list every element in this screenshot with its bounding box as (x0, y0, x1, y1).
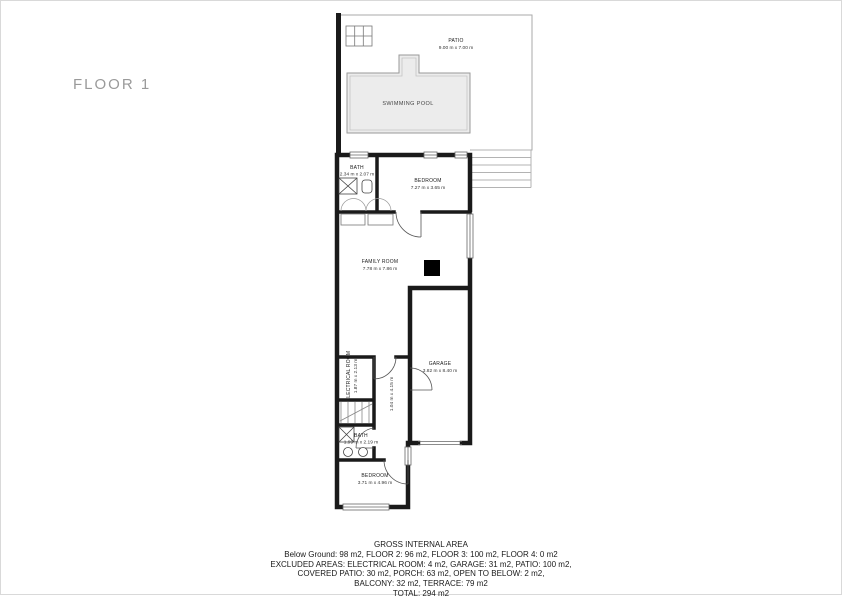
interior-walls (337, 155, 470, 460)
summary-line: TOTAL: 294 m2 (392, 588, 450, 598)
garage-door (418, 442, 462, 445)
hall-dims: 1.04 m x 4.15 m (390, 376, 395, 412)
bath-top-dims: 2.34 m x 2.07 m (339, 172, 375, 178)
electrical-room-label: ELECTRICAL ROOM (346, 350, 352, 402)
patio-dims: 9.00 m x 7.00 m (438, 46, 474, 51)
exterior-walls (337, 155, 470, 507)
summary-line: Below Ground: 98 m2, FLOOR 2: 96 m2, FLOOR 3: 100 m2, FLOOR 4: 0 m2 (284, 549, 558, 559)
sink-1 (344, 448, 353, 457)
door-entry-family-room (396, 212, 421, 237)
patio-area (337, 13, 532, 188)
patio-label: PATIO (448, 38, 464, 44)
window-top-2 (424, 152, 437, 158)
interior-stairs (340, 402, 372, 423)
bedroom-bottom-dims: 3.71 m x 4.96 m (357, 481, 393, 486)
summary-line: BALCONY: 32 m2, TERRACE: 79 m2 (354, 579, 488, 589)
exterior-stairs (471, 150, 531, 188)
summary-line: EXCLUDED AREAS: ELECTRICAL ROOM: 4 m2, GARAGE: 31 m2, PATIO: 100 m2, (270, 559, 572, 569)
summary-line: COVERED PATIO: 30 m2, PORCH: 63 m2, OPEN TO BELOW: 2 m2, (297, 569, 545, 579)
electrical-room-dims: 1.87 m x 2.13 m (354, 358, 359, 394)
swimming-pool-shape (347, 55, 470, 133)
cabinet-2 (368, 214, 393, 225)
bedroom-top-dims: 7.27 m x 3.65 m (410, 186, 446, 191)
window-right-family (467, 214, 473, 258)
window-top-1 (350, 152, 368, 158)
bath-bottom-dims: 1.99 m x 2.19 m (343, 440, 379, 446)
sink-2 (359, 448, 368, 457)
toilet-top (362, 180, 372, 193)
hall-labels (389, 377, 395, 411)
pool-grate-icon (346, 26, 372, 46)
garage-label: GARAGE (428, 361, 452, 367)
bedroom-bottom-label: BEDROOM (361, 473, 389, 479)
garage-dims: 3.82 m x 8.40 m (422, 369, 458, 374)
door-hall-entry (374, 357, 396, 379)
swimming-pool-label: SWIMMING POOL (382, 101, 434, 107)
closet-doors (341, 198, 391, 211)
house-walls (337, 155, 470, 507)
area-summary (0, 540, 842, 599)
bath-bottom-label: BATH (354, 433, 368, 439)
bath-top-label: BATH (350, 165, 364, 171)
fixtures (339, 178, 440, 457)
family-room-dims: 7.78 m x 7.86 m (362, 267, 398, 272)
shower-top (339, 178, 357, 194)
floor-title: FLOOR 1 (73, 76, 152, 93)
bedroom-top-label: BEDROOM (414, 178, 442, 184)
window-top-3 (455, 152, 467, 158)
column (424, 260, 440, 276)
window-bottom-bedroom (343, 504, 389, 510)
summary-title: GROSS INTERNAL AREA (374, 540, 468, 549)
cabinet-1 (341, 214, 365, 225)
family-room-label: FAMILY ROOM (361, 259, 399, 265)
